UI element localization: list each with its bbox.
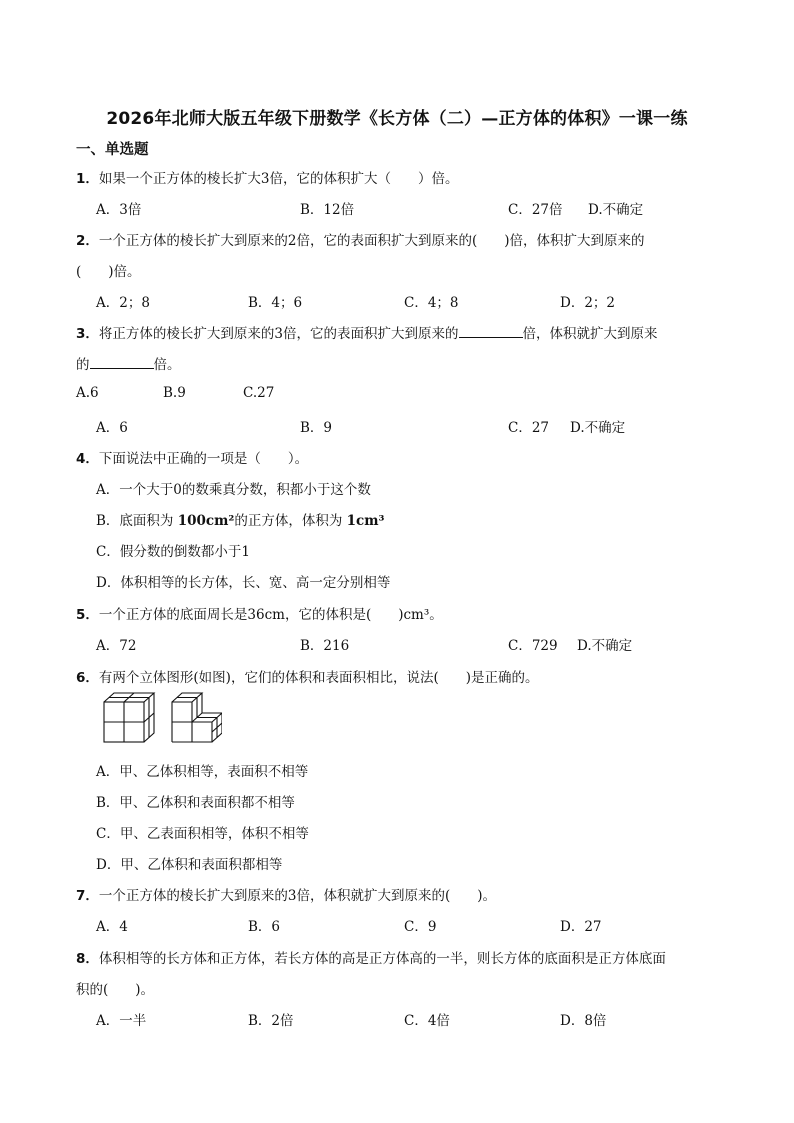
question-text: 一个正方体的棱长扩大到原来的3倍，体积就扩大到原来的( )。 (98, 888, 497, 904)
question-2-line-2: ( )倍。 (76, 264, 141, 280)
question-text: 下面说法中正确的一项是（ ）。 (98, 451, 309, 467)
question-number: 8． (76, 951, 99, 967)
q8-option-b[interactable]: B．2倍 (248, 1013, 294, 1029)
q2-option-d[interactable]: D．2；2 (560, 295, 616, 311)
q7-option-b[interactable]: B．6 (248, 919, 281, 935)
section-heading: 一、单选题 (76, 142, 149, 158)
question-number: 6． (76, 670, 99, 686)
question-6 (76, 666, 538, 686)
q1-option-b[interactable]: B．12倍 (300, 202, 355, 218)
q4-option-d[interactable]: D．体积相等的长方体，长、宽、高一定分别相等 (96, 575, 391, 591)
question-text: 倍。 (153, 357, 181, 373)
question-1 (76, 167, 459, 187)
q3-sub-c: C.27 (243, 385, 275, 401)
volume-value: 1cm³ (346, 513, 385, 529)
q7-option-d[interactable]: D．27 (560, 919, 602, 935)
question-text: 的 (76, 357, 90, 373)
option-text: 的正方体，体积为 (234, 513, 343, 529)
q3-option-c[interactable]: C．27 (508, 420, 550, 436)
q6-option-a[interactable]: A．甲、乙体积相等，表面积不相等 (96, 764, 309, 780)
question-text: 倍，体积就扩大到原来 (522, 326, 658, 342)
question-number: 2． (76, 233, 99, 249)
q6-option-d[interactable]: D．甲、乙体积和表面积都相等 (96, 857, 283, 873)
page-title: 2026年北师大版五年级下册数学《长方体（二）—正方体的体积》一课一练 (106, 109, 688, 129)
question-2 (76, 229, 645, 249)
q1-option-d[interactable]: D.不确定 (588, 202, 644, 218)
question-number: 7． (76, 888, 99, 904)
question-number: 1． (76, 171, 99, 187)
answer-blank[interactable] (459, 325, 523, 338)
question-number: 3． (76, 326, 99, 342)
q3-sub-b: B.9 (163, 385, 186, 401)
question-8 (76, 947, 666, 967)
q8-option-a[interactable]: A．一半 (96, 1013, 147, 1029)
question-text: 体积相等的长方体和正方体，若长方体的高是正方体高的一半，则长方体的底面积是正方体底面 (98, 951, 666, 967)
question-number: 5． (76, 607, 99, 623)
q2-option-a[interactable]: A．2；8 (96, 295, 150, 311)
question-number: 4． (76, 451, 99, 467)
question-3-line-2 (76, 353, 181, 373)
q5-option-b[interactable]: B．216 (300, 638, 350, 654)
question-3 (76, 322, 658, 342)
cube-figures (102, 690, 222, 746)
q2-option-c[interactable]: C．4；8 (404, 295, 459, 311)
area-value: 100cm² (177, 513, 235, 529)
question-4 (76, 447, 308, 467)
q5-option-a[interactable]: A．72 (96, 638, 137, 654)
q8-option-c[interactable]: C．4倍 (404, 1013, 450, 1029)
question-text: 如果一个正方体的棱长扩大3倍，它的体积扩大（ ）倍。 (98, 171, 459, 187)
q8-option-d[interactable]: D．8倍 (560, 1013, 607, 1029)
q2-option-b[interactable]: B．4；6 (248, 295, 303, 311)
q3-option-d[interactable]: D.不确定 (570, 420, 626, 436)
question-7 (76, 884, 496, 904)
q1-option-a[interactable]: A．3倍 (96, 202, 142, 218)
q6-option-c[interactable]: C．甲、乙表面积相等，体积不相等 (96, 826, 309, 842)
q1-option-c[interactable]: C．27倍 (508, 202, 563, 218)
cube-figure-1 (104, 693, 154, 742)
question-text: 一个正方体的底面周长是36cm，它的体积是( )cm³。 (98, 607, 443, 623)
q6-option-b[interactable]: B．甲、乙体积和表面积都不相等 (96, 795, 295, 811)
answer-blank[interactable] (90, 356, 154, 369)
question-text: 将正方体的棱长扩大到原来的3倍，它的表面积扩大到原来的 (98, 326, 459, 342)
q4-option-b[interactable] (96, 509, 384, 529)
question-text: 一个正方体的棱长扩大到原来的2倍，它的表面积扩大到原来的( )倍，体积扩大到原来的 (98, 233, 645, 249)
q7-option-a[interactable]: A．4 (96, 919, 128, 935)
q4-option-a[interactable]: A．一个大于0的数乘真分数，积都小于这个数 (96, 482, 371, 498)
cube-figure-2 (172, 693, 222, 742)
q5-option-d[interactable]: D.不确定 (577, 638, 633, 654)
q3-sub-a: A.6 (76, 385, 99, 401)
q5-option-c[interactable]: C．729 (508, 638, 558, 654)
question-8-line-2: 积的( )。 (76, 982, 155, 998)
option-text: B．底面积为 (96, 513, 174, 529)
q3-option-a[interactable]: A．6 (96, 420, 128, 436)
question-text: 有两个立体图形(如图)，它们的体积和表面积相比，说法( )是正确的。 (98, 670, 539, 686)
question-5 (76, 603, 443, 623)
q3-option-b[interactable]: B．9 (300, 420, 333, 436)
q7-option-c[interactable]: C．9 (404, 919, 437, 935)
q4-option-c[interactable]: C．假分数的倒数都小于1 (96, 544, 250, 560)
